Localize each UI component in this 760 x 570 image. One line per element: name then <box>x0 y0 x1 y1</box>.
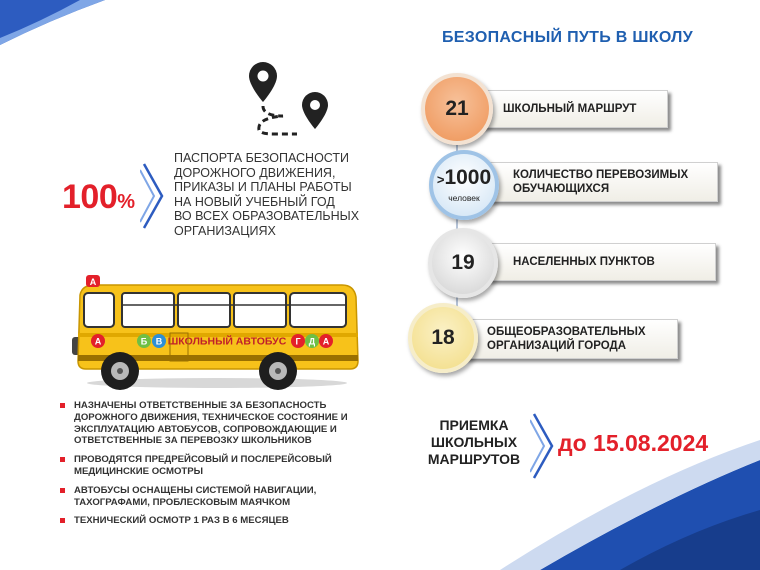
stat-bar-students: КОЛИЧЕСТВО ПЕРЕВОЗИМЫХ ОБУЧАЮЩИХСЯ <box>484 162 718 202</box>
corner-decoration-top-left <box>0 0 110 60</box>
svg-text:ШКОЛЬНЫЙ АВТОБУС: ШКОЛЬНЫЙ АВТОБУС <box>167 335 287 348</box>
chevron-right-icon <box>530 410 558 482</box>
measures-list <box>60 400 390 534</box>
school-bus-illustration <box>72 275 362 395</box>
stat-bar-schools: ОБЩЕОБРАЗОВАТЕЛЬНЫХ ОРГАНИЗАЦИЙ ГОРОДА <box>462 319 678 359</box>
percent-value: 100% <box>62 178 135 216</box>
deadline-date: до 15.08.2024 <box>558 430 709 456</box>
svg-text:В: В <box>155 336 163 347</box>
svg-text:Б: Б <box>140 336 148 347</box>
stat-bar-settlements: НАСЕЛЕННЫХ ПУНКТОВ <box>484 243 716 281</box>
page-title: БЕЗОПАСНЫЙ ПУТЬ В ШКОЛУ <box>442 29 693 46</box>
stat-circle-schools: 18 <box>408 303 478 373</box>
route-pins-icon <box>245 60 335 140</box>
stat-circle-settlements: 19 <box>428 228 498 298</box>
list-item: ПРОВОДЯТСЯ ПРЕДРЕЙСОВЫЙ И ПОСЛЕРЕЙСОВЫЙ МЕДИЦИНСКИЕ ОСМОТРЫ <box>60 454 390 478</box>
svg-text:Д: Д <box>308 336 316 347</box>
stat-circle-students: >1000 человек <box>429 150 499 220</box>
stat-circle-routes: 21 <box>421 73 493 145</box>
list-item: ТЕХНИЧЕСКИЙ ОСМОТР 1 РАЗ В 6 МЕСЯЦЕВ <box>60 515 390 527</box>
list-item: НАЗНАЧЕНЫ ОТВЕТСТВЕННЫЕ ЗА БЕЗОПАСНОСТЬ ДОРОЖНОГО ДВИЖЕНИЯ, ТЕХНИЧЕСКОЕ СОСТОЯНИЕ И ЭКСПЛУАТАЦИЮ АВТОБУСОВ, СОПРОВОЖДАЮЩИЕ И ОТВЕТСТВЕННЫЕ ЗА ПЕРЕВОЗКУ ШКОЛЬНИКОВ <box>60 400 390 447</box>
deadline-label: ПРИЕМКА ШКОЛЬНЫХ МАРШРУТОВ <box>427 417 521 467</box>
svg-text:А: А <box>94 336 102 347</box>
svg-text:Г: Г <box>295 336 301 347</box>
svg-text:А: А <box>322 336 330 347</box>
svg-text:А: А <box>89 277 97 287</box>
stat-bar-routes: ШКОЛЬНЫЙ МАРШРУТ <box>478 90 668 128</box>
chevron-right-icon <box>140 160 168 232</box>
passport-description: ПАСПОРТА БЕЗОПАСНОСТИ ДОРОЖНОГО ДВИЖЕНИЯ, ПРИКАЗЫ И ПЛАНЫ РАБОТЫ НА НОВЫЙ УЧЕБНЫЙ ГОД ВО ВСЕХ ОБРАЗОВАТЕЛЬНЫХ ОРГАНИЗАЦИЯХ <box>174 151 360 238</box>
list-item: АВТОБУСЫ ОСНАЩЕНЫ СИСТЕМОЙ НАВИГАЦИИ, ТАХОГРАФАМИ, ПРОБЛЕСКОВЫМ МАЯЧКОМ <box>60 485 390 509</box>
